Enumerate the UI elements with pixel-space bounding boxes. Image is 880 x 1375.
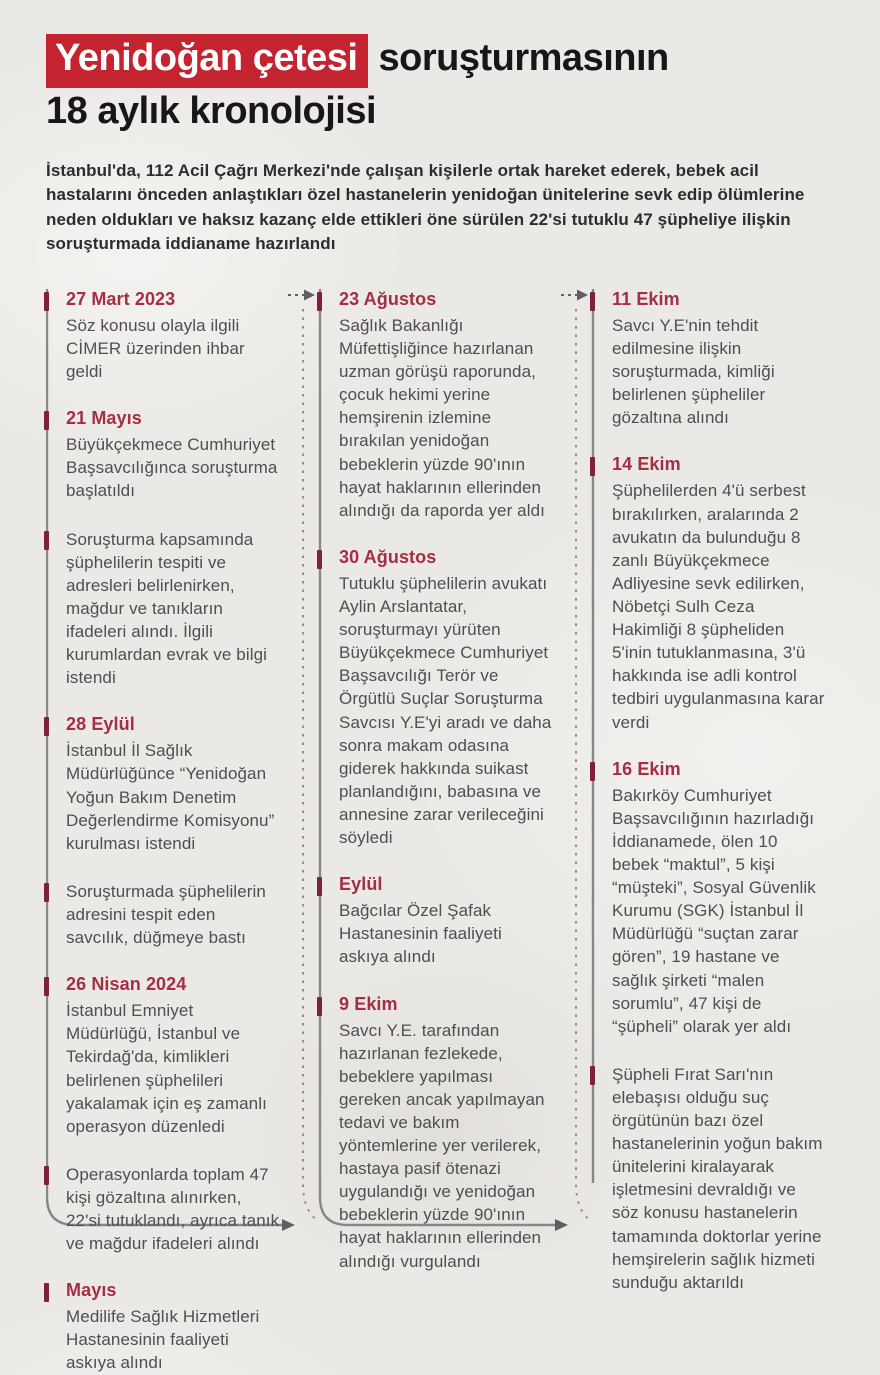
timeline-entry xyxy=(66,880,281,949)
timeline-tick xyxy=(44,883,49,902)
timeline-tick xyxy=(44,1283,49,1302)
timeline-tick xyxy=(590,762,595,781)
entry-date: Eylül xyxy=(339,874,383,895)
entry-text: Soruşturmada şüphelilerin adresini tespit eden savcılık, düğmeye bastı xyxy=(66,881,266,948)
timeline-entry xyxy=(66,528,281,690)
timeline-entry xyxy=(612,289,827,430)
timeline-entry xyxy=(66,1163,281,1255)
timeline-column-2 xyxy=(319,285,560,1271)
flow-arrow-icon xyxy=(304,289,315,300)
timeline-tick xyxy=(317,292,322,311)
timeline-tick xyxy=(44,977,49,996)
title-line2: 18 aylık kronolojisi xyxy=(46,89,377,132)
timeline-entry xyxy=(612,759,827,1038)
timeline-entry xyxy=(339,289,554,522)
timeline-entry xyxy=(339,547,554,849)
timeline-entry xyxy=(66,974,281,1138)
entry-text: Savcı Y.E'nin tehdit edilmesine ilişkin soruşturmada, kimliği belirlenen şüpheliler gözaltına alındı xyxy=(612,315,775,428)
timeline-tick xyxy=(317,877,322,896)
entry-text: Bakırköy Cumhuriyet Başsavcılığının hazırladığı İddianamede, ölen 10 bebek “maktul”, 5 kişi “müşteki”, Sosyal Güvenlik Kurumu (SGK) İstanbul İl Müdürlüğü “suçtan zarar gören”, 19 hastane ve sağlık şirketi “malen sorumlu”, 47 kişi de “şüpheli” olarak yer aldı xyxy=(612,785,816,1036)
timeline-column-1 xyxy=(46,285,287,1373)
page-title xyxy=(46,34,834,135)
entry-text: Savcı Y.E. tarafından hazırlanan fezlekede, bebeklere yapılması gereken ancak yapılmayan tedavi ve bakım yöntemlerine yer verilerek, hastaya pasif ötenazi uygulandığı ve yenidoğan bebeklerin yüzde 90'ının hayat haklarının ellerinden alındığı vurgulandı xyxy=(339,1020,545,1271)
timeline-tick xyxy=(44,717,49,736)
timeline-column-3 xyxy=(592,285,833,1292)
entry-date: 16 Ekim xyxy=(612,758,681,779)
timeline-entry xyxy=(66,289,281,383)
entry-text: İstanbul Emniyet Müdürlüğü, İstanbul ve Tekirdağ'da, kimlikleri belirlenen şüphelileri yakalamak için eş zamanlı operasyon düzenledi xyxy=(66,1001,267,1136)
timeline-entry xyxy=(66,714,281,855)
entry-date: 23 Ağustos xyxy=(339,288,437,309)
timeline-entry xyxy=(66,408,281,502)
column-separator-dashed-1 xyxy=(303,309,317,1220)
timeline-entry xyxy=(612,1063,827,1294)
timeline-tick xyxy=(317,550,322,569)
title-highlight: Yenidoğan çetesi xyxy=(46,34,368,88)
timeline-entry xyxy=(339,874,554,968)
entry-text: Tutuklu şüphelilerin avukatı Aylin Arslantatar, soruşturmayı yürüten Büyükçekmece Cumhuriyet Başsavcılığı Terör ve Örgütlü Suçlar Soruşturma Savcısı Y.E'yi aradı ve daha sonra makam odasına giderek hakkında suikast planlandığını, babasına ve annesine zarar verileceğini söyledi xyxy=(339,573,552,848)
entry-date: 9 Ekim xyxy=(339,993,398,1014)
intro-text: İstanbul'da, 112 Acil Çağrı Merkezi'nde çalışan kişilerle ortak hareket ederek, bebek acil hastalarını önceden anlaştıkları özel hastanelerin yenidoğan ünitelerine sevk edip ölümlerine neden oldukları ve haksız kazanç elde ettikleri öne sürülen 22'si tutuklu 47 şüpheliye ilişkin soruşturmada iddianame hazırlandı xyxy=(46,161,805,254)
timeline xyxy=(46,285,834,1373)
timeline-tick xyxy=(590,457,595,476)
entry-date: 28 Eylül xyxy=(66,714,135,735)
entry-date: 14 Ekim xyxy=(612,454,681,475)
entry-date: 11 Ekim xyxy=(612,288,680,309)
title-rest: soruşturmasının xyxy=(368,37,669,79)
timeline-tick xyxy=(44,292,49,311)
timeline-entry xyxy=(612,454,827,733)
entry-date: 30 Ağustos xyxy=(339,546,437,567)
entry-text: Büyükçekmece Cumhuriyet Başsavcılığınca soruşturma başlatıldı xyxy=(66,435,278,501)
timeline-tick xyxy=(590,292,595,311)
timeline-tick xyxy=(44,411,49,430)
timeline-entry xyxy=(66,1280,281,1374)
flow-arrow-icon xyxy=(577,289,588,300)
column-separator-dashed-2 xyxy=(576,309,590,1220)
timeline-tick xyxy=(590,1066,595,1085)
entry-text: Söz konusu olayla ilgili CİMER üzerinden ihbar geldi xyxy=(66,315,245,382)
entry-date: Mayıs xyxy=(66,1280,117,1301)
entry-date: 27 Mart 2023 xyxy=(66,288,176,309)
entry-date: 21 Mayıs xyxy=(66,408,142,429)
entry-text: Operasyonlarda toplam 47 kişi gözaltına alınırken, 22'si tutuklandı, ayrıca tanık ve mağdur ifadeleri alındı xyxy=(66,1164,280,1254)
timeline-entry xyxy=(339,994,554,1273)
entry-date: 26 Nisan 2024 xyxy=(66,974,187,995)
timeline-tick xyxy=(317,997,322,1016)
entry-text: İstanbul İl Sağlık Müdürlüğünce “Yenidoğan Yoğun Bakım Denetim Değerlendirme Komisyonu” kurulması istendi xyxy=(66,741,275,853)
entry-text: Şüphelilerden 4'ü serbest bırakılırken, aralarında 2 avukatın da bulunduğu 8 zanlı Büyükçekmece Adliyesine sevk edilirken, Nöbetçi Sulh Ceza Hakimliği 8 şüpheliden 5'inin tutuklanmasına, 3'ü hakkında ise adli kontrol tedbiri uygulanmasına karar verdi xyxy=(612,481,825,732)
entry-text: Soruşturma kapsamında şüphelilerin tespiti ve adresleri belirlenirken, mağdur ve tanıkların ifadeleri alındı. İlgili kurumlardan evrak ve bilgi istendi xyxy=(66,529,268,688)
timeline-tick xyxy=(44,1166,49,1185)
entry-text: Medilife Sağlık Hizmetleri Hastanesinin faaliyeti askıya alındı xyxy=(66,1307,260,1373)
timeline-tick xyxy=(44,531,49,550)
entry-text: Bağcılar Özel Şafak Hastanesinin faaliyeti askıya alındı xyxy=(339,901,502,967)
entry-text: Şüpheli Fırat Sarı'nın elebaşısı olduğu suç örgütünün bazı özel hastanelerinin yoğun bakım ünitelerini kiralayarak işletmesini devraldığı ve söz konusu hastanelerin tamamında doktorlar yerine hemşirelerin sağlık hizmeti sunduğu aktarıldı xyxy=(612,1064,823,1292)
entry-text: Sağlık Bakanlığı Müfettişliğince hazırlanan uzman görüşü raporunda, çocuk hekimi yerine hemşirenin izlemine bırakılan yenidoğan bebeklerin yüzde 90'ının hayat haklarının ellerinden alındığı da raporda yer aldı xyxy=(339,315,545,520)
